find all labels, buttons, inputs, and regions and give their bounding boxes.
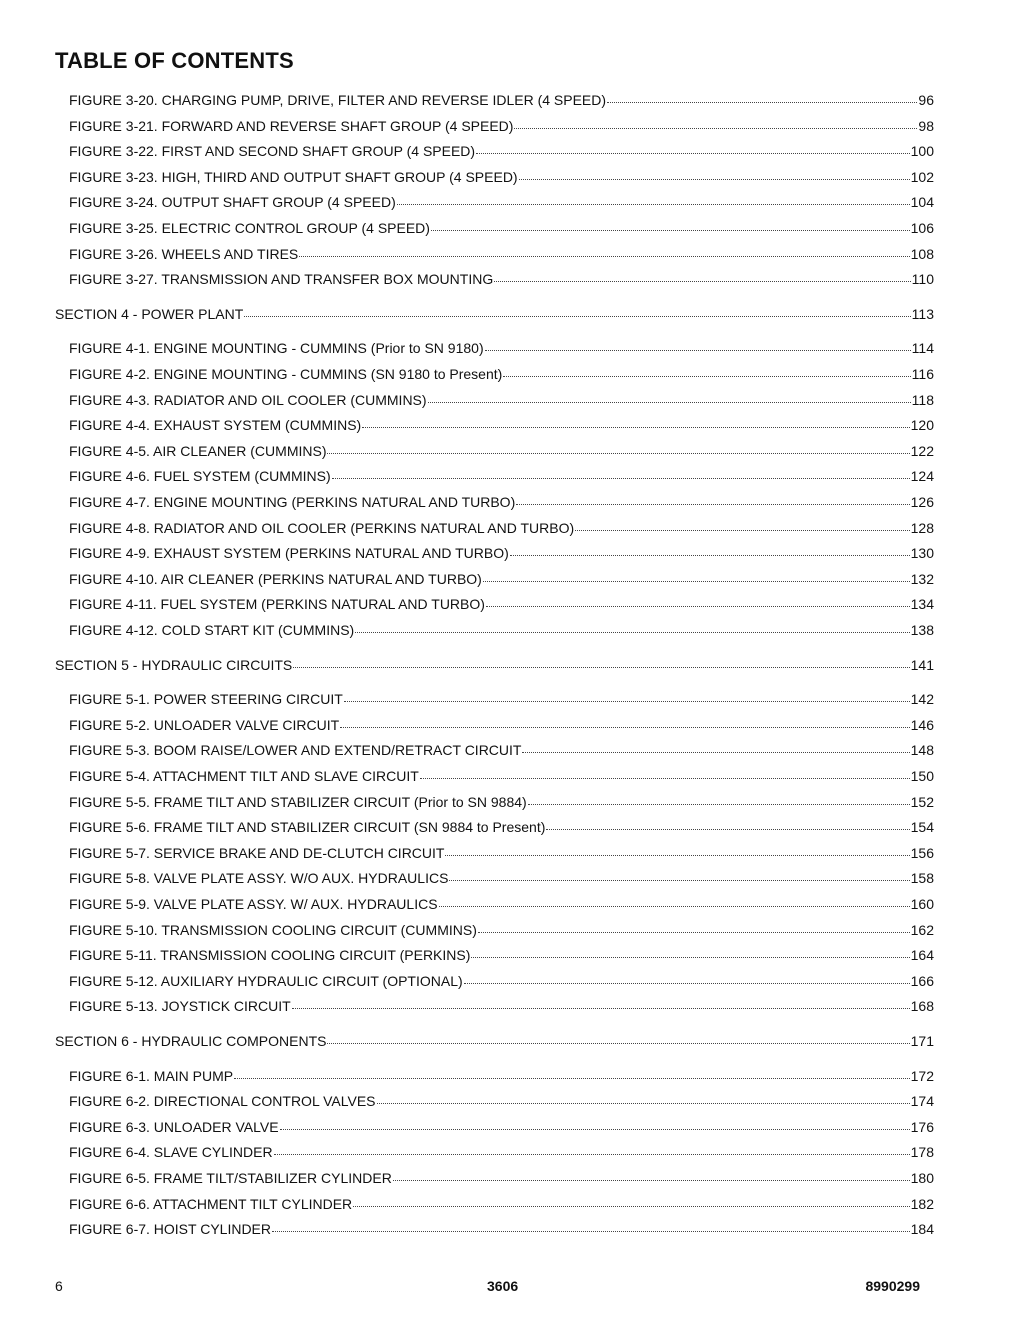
- dot-leader: [344, 700, 910, 702]
- toc-figure-entry[interactable]: [69, 467, 934, 485]
- dot-leader: [353, 1205, 909, 1207]
- dot-leader: [234, 1077, 910, 1079]
- dot-leader: [514, 127, 917, 129]
- toc-figure-entry[interactable]: [69, 690, 934, 708]
- toc-entry-page: 168: [910, 998, 934, 1015]
- dot-leader: [244, 315, 910, 317]
- toc-entry-label: FIGURE 5-10. TRANSMISSION COOLING CIRCUIT (CUMMINS): [69, 921, 477, 938]
- toc-figure-entry[interactable]: [69, 741, 934, 759]
- dot-leader: [546, 828, 909, 830]
- footer-page-number: 6: [55, 1278, 63, 1294]
- toc-entry-page: 150: [910, 768, 934, 784]
- toc-entry-page: 182: [910, 1195, 934, 1212]
- toc-entry-page: 124: [910, 468, 934, 485]
- toc-entry-label: FIGURE 4-10. AIR CLEANER (PERKINS NATURAL AND TURBO): [69, 570, 482, 587]
- toc-entry-label: FIGURE 6-4. SLAVE CYLINDER: [69, 1144, 273, 1161]
- toc-entry-label: FIGURE 3-25. ELECTRIC CONTROL GROUP (4 SPEED): [69, 220, 430, 236]
- toc-entry-page: 120: [910, 417, 934, 434]
- dot-leader: [476, 152, 910, 154]
- toc-entry-label: SECTION 5 - HYDRAULIC CIRCUITS: [55, 656, 293, 673]
- toc-entry-page: 132: [910, 570, 934, 587]
- dot-leader: [575, 529, 910, 531]
- toc-figure-entry[interactable]: [69, 1143, 934, 1161]
- toc-entry-page: 176: [910, 1118, 934, 1135]
- dot-leader: [494, 280, 910, 282]
- toc-entry-label: FIGURE 5-13. JOYSTICK CIRCUIT: [69, 998, 291, 1015]
- dot-leader: [397, 203, 910, 205]
- toc-entry-page: 172: [910, 1067, 934, 1084]
- toc-entry-label: FIGURE 5-6. FRAME TILT AND STABILIZER CIRCUIT (SN 9884 to Present): [69, 819, 546, 836]
- toc-entry-label: FIGURE 4-6. FUEL SYSTEM (CUMMINS): [69, 468, 331, 485]
- toc-entry-page: 160: [910, 896, 934, 912]
- toc-entry-label: FIGURE 3-21. FORWARD AND REVERSE SHAFT GROUP (4 SPEED): [69, 117, 514, 134]
- toc-entry-label: FIGURE 3-26. WHEELS AND TIRES: [69, 245, 299, 262]
- toc-figure-entry[interactable]: [69, 442, 934, 460]
- toc-entry-label: FIGURE 6-7. HOIST CYLINDER: [69, 1221, 272, 1238]
- dot-leader: [272, 1230, 910, 1232]
- toc-entry-page: 178: [910, 1144, 934, 1161]
- dot-leader: [607, 101, 917, 103]
- dot-leader: [522, 751, 909, 753]
- toc-figure-entry[interactable]: [69, 946, 934, 964]
- toc-figure-entry[interactable]: [69, 570, 934, 588]
- toc-entry-label: FIGURE 4-1. ENGINE MOUNTING - CUMMINS (Prior to SN 9180): [69, 340, 484, 357]
- toc-entry-label: FIGURE 4-4. EXHAUST SYSTEM (CUMMINS): [69, 417, 362, 434]
- toc-entry-page: 113: [911, 305, 934, 322]
- footer-model: 3606: [487, 1278, 519, 1294]
- toc-figure-entry[interactable]: [69, 117, 934, 135]
- dot-leader: [528, 803, 910, 805]
- toc-figure-entry[interactable]: [69, 895, 934, 913]
- toc-figure-entry[interactable]: [69, 1118, 934, 1136]
- toc-entry-page: 134: [910, 596, 934, 613]
- dot-leader: [355, 631, 909, 633]
- toc-entry-page: 156: [910, 844, 934, 861]
- toc-entry-page: 138: [910, 622, 934, 638]
- toc-entry-label: FIGURE 5-2. UNLOADER VALVE CIRCUIT: [69, 716, 340, 733]
- dot-leader: [340, 726, 909, 728]
- toc-entry-page: 171: [910, 1033, 934, 1049]
- toc-entry-label: FIGURE 5-3. BOOM RAISE/LOWER AND EXTEND/RETRACT CIRCUIT: [69, 742, 522, 759]
- toc-entry-page: 118: [911, 391, 934, 408]
- dot-leader: [280, 1128, 910, 1130]
- dot-leader: [516, 503, 909, 505]
- toc-entry-label: FIGURE 5-4. ATTACHMENT TILT AND SLAVE CIRCUIT: [69, 768, 419, 784]
- toc-entry-label: FIGURE 5-12. AUXILIARY HYDRAULIC CIRCUIT (OPTIONAL): [69, 972, 463, 989]
- toc-entry-page: 104: [910, 194, 934, 211]
- page-title: TABLE OF CONTENTS: [55, 48, 294, 73]
- dot-leader: [293, 666, 909, 668]
- toc-entry-label: FIGURE 4-7. ENGINE MOUNTING (PERKINS NATURAL AND TURBO): [69, 494, 516, 510]
- toc-figure-entry[interactable]: [69, 921, 934, 939]
- dot-leader: [274, 1153, 910, 1155]
- dot-leader: [503, 375, 910, 377]
- toc-figure-entry[interactable]: [69, 844, 934, 862]
- dot-leader: [510, 554, 910, 556]
- toc-figure-entry[interactable]: [69, 91, 934, 109]
- dot-leader: [519, 178, 910, 180]
- toc-figure-entry[interactable]: [69, 621, 934, 639]
- toc-entry-page: 102: [910, 168, 934, 185]
- toc-entry-label: FIGURE 4-8. RADIATOR AND OIL COOLER (PERKINS NATURAL AND TURBO): [69, 519, 575, 536]
- toc-entry-label: FIGURE 4-12. COLD START KIT (CUMMINS): [69, 622, 355, 638]
- toc-entry-page: 100: [910, 143, 934, 160]
- toc-entry-page: 174: [910, 1093, 934, 1110]
- toc-entry-label: SECTION 4 - POWER PLANT: [55, 305, 244, 322]
- dot-leader: [449, 879, 909, 881]
- toc-figure-entry[interactable]: [69, 997, 934, 1015]
- dot-leader: [332, 477, 910, 479]
- toc-entry-page: 130: [910, 545, 934, 562]
- toc-figure-entry[interactable]: [69, 1067, 934, 1085]
- toc-entry-label: FIGURE 6-3. UNLOADER VALVE: [69, 1118, 279, 1135]
- toc-figure-entry[interactable]: [69, 1195, 934, 1213]
- toc-figure-entry[interactable]: [69, 869, 934, 887]
- toc-entry-page: 148: [910, 742, 934, 759]
- dot-leader: [377, 1102, 910, 1104]
- dot-leader: [478, 931, 910, 933]
- dot-leader: [292, 1007, 910, 1009]
- toc-section-entry[interactable]: [55, 305, 934, 323]
- toc-figure-entry[interactable]: [69, 519, 934, 537]
- toc-figure-entry[interactable]: [69, 716, 934, 734]
- dot-leader: [483, 580, 910, 582]
- toc-figure-entry[interactable]: [69, 245, 934, 263]
- toc-entry-label: FIGURE 4-9. EXHAUST SYSTEM (PERKINS NATURAL AND TURBO): [69, 545, 509, 562]
- toc-entry-page: 146: [910, 716, 934, 733]
- toc-figure-entry[interactable]: [69, 142, 934, 160]
- toc-entry-page: 98: [918, 117, 934, 134]
- toc-entry-label: FIGURE 5-9. VALVE PLATE ASSY. W/ AUX. HYDRAULICS: [69, 896, 438, 912]
- dot-leader: [362, 426, 909, 428]
- toc-entry-page: 106: [910, 220, 934, 236]
- toc-figure-entry[interactable]: [69, 818, 934, 836]
- toc-entry-page: 158: [910, 870, 934, 887]
- toc-figure-entry[interactable]: [69, 270, 934, 288]
- toc-entry-label: FIGURE 5-7. SERVICE BRAKE AND DE-CLUTCH CIRCUIT: [69, 844, 445, 861]
- toc-entry-label: FIGURE 3-20. CHARGING PUMP, DRIVE, FILTER AND REVERSE IDLER (4 SPEED): [69, 92, 607, 108]
- toc-entry-label: FIGURE 6-6. ATTACHMENT TILT CYLINDER: [69, 1195, 353, 1212]
- toc-entry-label: SECTION 6 - HYDRAULIC COMPONENTS: [55, 1033, 327, 1049]
- toc-entry-label: FIGURE 3-23. HIGH, THIRD AND OUTPUT SHAFT GROUP (4 SPEED): [69, 168, 518, 185]
- toc-entry-page: 116: [911, 366, 934, 382]
- dot-leader: [471, 956, 909, 958]
- footer-part-number: 8990299: [865, 1278, 920, 1294]
- toc-figure-entry[interactable]: [69, 193, 934, 211]
- toc-entry-label: FIGURE 6-2. DIRECTIONAL CONTROL VALVES: [69, 1093, 376, 1110]
- toc-figure-entry[interactable]: [69, 416, 934, 434]
- dot-leader: [431, 229, 910, 231]
- dot-leader: [393, 1179, 910, 1181]
- toc-figure-entry[interactable]: [69, 972, 934, 990]
- toc-entry-label: FIGURE 4-3. RADIATOR AND OIL COOLER (CUMMINS): [69, 391, 427, 408]
- dot-leader: [464, 982, 910, 984]
- dot-leader: [445, 854, 909, 856]
- toc-entry-page: 126: [910, 494, 934, 510]
- toc-entry-label: FIGURE 3-22. FIRST AND SECOND SHAFT GROUP (4 SPEED): [69, 143, 476, 160]
- toc-entry-label: FIGURE 5-11. TRANSMISSION COOLING CIRCUIT (PERKINS): [69, 947, 471, 964]
- toc-entry-label: FIGURE 4-11. FUEL SYSTEM (PERKINS NATURAL AND TURBO): [69, 596, 485, 613]
- toc-entry-label: FIGURE 4-2. ENGINE MOUNTING - CUMMINS (SN 9180 to Present): [69, 366, 503, 382]
- dot-leader: [420, 777, 910, 779]
- toc-figure-entry[interactable]: [69, 793, 934, 811]
- toc-entry-label: FIGURE 6-1. MAIN PUMP: [69, 1067, 234, 1084]
- toc-entry-page: 122: [910, 442, 934, 459]
- dot-leader: [327, 1042, 909, 1044]
- toc-entry-page: 166: [910, 972, 934, 989]
- toc-figure-entry[interactable]: [69, 391, 934, 409]
- dot-leader: [299, 255, 909, 257]
- toc-entry-label: FIGURE 5-1. POWER STEERING CIRCUIT: [69, 691, 343, 708]
- toc-entry-page: 164: [910, 947, 934, 964]
- toc-figure-entry[interactable]: [69, 219, 934, 237]
- toc-entry-label: FIGURE 5-5. FRAME TILT AND STABILIZER CIRCUIT (Prior to SN 9884): [69, 793, 527, 810]
- toc-entry-page: 184: [910, 1221, 934, 1238]
- toc-figure-entry[interactable]: [69, 595, 934, 613]
- toc-figure-entry[interactable]: [69, 365, 934, 383]
- toc-entry-label: FIGURE 3-27. TRANSMISSION AND TRANSFER BOX MOUNTING: [69, 271, 494, 288]
- toc-figure-entry[interactable]: [69, 339, 934, 357]
- dot-leader: [486, 605, 910, 607]
- toc-entry-page: 162: [910, 921, 934, 938]
- toc-figure-entry[interactable]: [69, 1092, 934, 1110]
- toc-figure-entry[interactable]: [69, 168, 934, 186]
- toc-entry-page: 142: [910, 691, 934, 708]
- toc-entry-page: 152: [910, 793, 934, 810]
- toc-entry-label: FIGURE 5-8. VALVE PLATE ASSY. W/O AUX. HYDRAULICS: [69, 870, 449, 887]
- toc-entry-page: 108: [910, 245, 934, 262]
- toc-figure-entry[interactable]: [69, 1169, 934, 1187]
- toc-entry-page: 128: [910, 519, 934, 536]
- toc-entry-page: 180: [910, 1170, 934, 1186]
- toc-section-entry[interactable]: [55, 656, 934, 674]
- toc-entry-page: 96: [918, 92, 934, 108]
- toc-entry-label: FIGURE 4-5. AIR CLEANER (CUMMINS): [69, 442, 327, 459]
- dot-leader: [327, 452, 909, 454]
- toc-entry-page: 141: [910, 656, 934, 673]
- toc-section-entry[interactable]: [55, 1032, 934, 1050]
- dot-leader: [439, 905, 910, 907]
- toc-figure-entry[interactable]: [69, 1220, 934, 1238]
- toc-figure-entry[interactable]: [69, 493, 934, 511]
- toc-figure-entry[interactable]: [69, 767, 934, 785]
- toc-entry-page: 154: [910, 819, 934, 836]
- toc-entry-page: 110: [911, 271, 934, 288]
- toc-figure-entry[interactable]: [69, 544, 934, 562]
- dot-leader: [428, 401, 911, 403]
- toc-entry-page: 114: [911, 340, 934, 357]
- toc-entry-label: FIGURE 6-5. FRAME TILT/STABILIZER CYLINDER: [69, 1170, 392, 1186]
- dot-leader: [485, 349, 911, 351]
- toc-entry-label: FIGURE 3-24. OUTPUT SHAFT GROUP (4 SPEED): [69, 194, 396, 211]
